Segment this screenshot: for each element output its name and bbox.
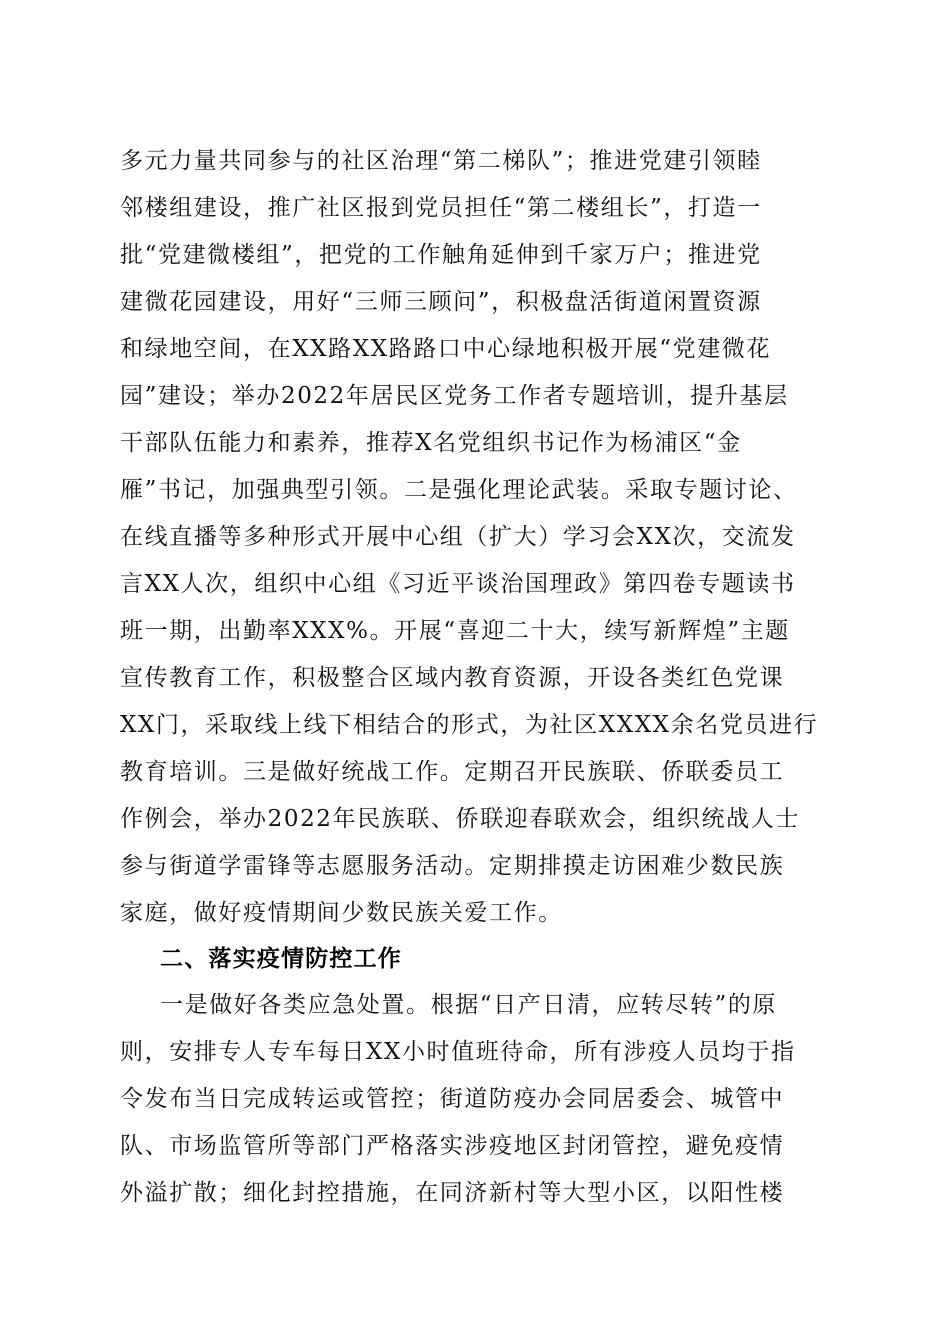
body-text-line: 外溢扩散；细化封控措施，在同济新村等大型小区，以阳性楼 [120, 1180, 785, 1206]
section-heading: 二、落实疫情防控工作 [160, 946, 402, 972]
body-text-line: 和绿地空间，在XX路XX路路口中心绿地积极开展“党建微花 [120, 336, 772, 362]
body-text-line: 一是做好各类应急处置。根据“日产日清，应转尽转”的原 [160, 992, 778, 1018]
body-text-line: 园”建设；举办2022年居民区党务工作者专题培训，提升基层 [120, 383, 789, 409]
body-text-line: 作例会，举办2022年民族联、侨联迎春联欢会，组织统战人士 [120, 806, 800, 832]
body-text-line: 建微花园建设，用好“三师三顾问”，积极盘活街道闲置资源 [120, 289, 762, 315]
body-text-line: 班一期，出勤率XXX%。开展“喜迎二十大，续写新辉煌”主题 [120, 618, 790, 644]
body-text-line: 家庭，做好疫情期间少数民族关爱工作。 [120, 900, 563, 926]
body-text-line: 雁”书记，加强典型引领。二是强化理论武装。采取专题讨论、 [120, 477, 798, 503]
body-text-line: 干部队伍能力和素养，推荐X名党组织书记作为杨浦区“金 [120, 430, 742, 456]
body-text-line: 则，安排专人专车每日XX小时值班待命，所有涉疫人员均于指 [120, 1039, 796, 1065]
body-text-line: 教育培训。三是做好统战工作。定期召开民族联、侨联委员工 [120, 759, 785, 785]
body-text-line: 宣传教育工作，积极整合区域内教育资源，开设各类红色党课 [120, 665, 785, 691]
body-text-line: 多元力量共同参与的社区治理“第二梯队”；推进党建引领睦 [120, 148, 762, 174]
body-text-line: 令发布当日完成转运或管控；街道防疫办会同居委会、城管中 [120, 1086, 785, 1112]
body-text-line: 队、市场监管所等部门严格落实涉疫地区封闭管控，避免疫情 [120, 1133, 785, 1159]
body-text-line: 言XX人次，组织中心组《习近平谈治国理政》第四卷专题读书 [120, 571, 796, 597]
body-text-line: 参与街道学雷锋等志愿服务活动。定期排摸走访困难少数民族 [120, 853, 785, 879]
body-text-line: 在线直播等多种形式开展中心组（扩大）学习会XX次，交流发 [120, 524, 796, 550]
body-text-line: 邻楼组建设，推广社区报到党员担任“第二楼组长”，打造一 [120, 195, 762, 221]
body-text-line: XX门，采取线上线下相结合的形式，为社区XXXX余名党员进行 [120, 712, 819, 738]
body-text-line: 批“党建微楼组”，把党的工作触角延伸到千家万户；推进党 [120, 242, 762, 268]
